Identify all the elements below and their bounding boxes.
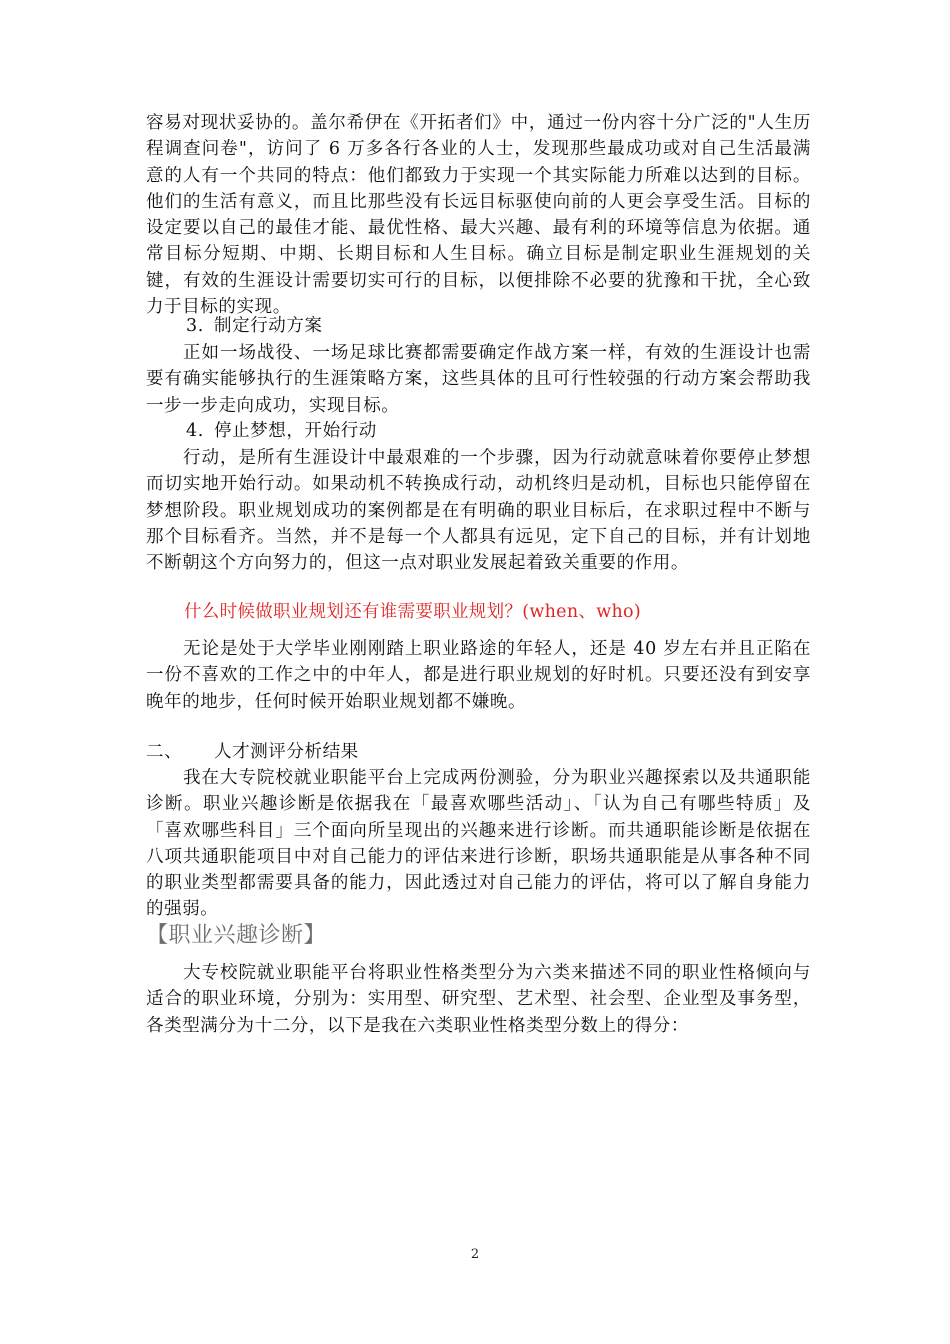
career-interest-heading: 【职业兴趣诊断】 — [146, 923, 327, 948]
paragraph-action-plan: 正如一场战役、一场足球比赛都需要确定作战方案一样，有效的生涯设计也需要有确实能够执行的生涯策略方案，这些具体的且可行性较强的行动方案会帮助我一步一步走向成功，实现目标。 — [146, 343, 811, 416]
paragraph-goal-setting: 容易对现状妥协的。盖尔希伊在《开拓者们》中，通过一份内容十分广泛的"人生历程调查问卷"，访问了 6 万多各行各业的人士，发现那些最成功或对自己生活最满意的人有一个共同的特点：他们都致力于实现一个其实际能力所难以达到的目标。他们的生活有意义，而且比那些没有长远目标驱使向前的人更会享受生活。目标的设定要以自己的最佳才能、最优性格、最大兴趣、最有利的环境等信息为依据。通常目标分短期、中期、长期目标和人生目标。确立目标是制定职业生涯规划的关键，有效的生涯设计需要切实可行的目标，以便排除不必要的犹豫和干扰，全心致力于目标的实现。 — [146, 113, 811, 318]
red-question-heading: 什么时候做职业规划还有谁需要职业规划？(when、who) — [184, 602, 642, 622]
step-4-heading — [186, 418, 377, 444]
paragraph-assessment: 我在大专院校就业职能平台上完成两份测验，分为职业兴趣探索以及共通职能诊断。职业兴趣诊断是依据我在「最喜欢哪些活动」、「认为自己有哪些特质」及「喜欢哪些科目」三个面向所呈现出的兴趣来进行诊断。而共通职能诊断是依据在八项共通职能项目中对自己能力的评估来进行诊断，职场共通职能是从事各种不同的职业类型都需要具备的能力，因此透过对自己能力的评估，将可以了解自身能力的强弱。 — [146, 768, 811, 920]
paragraph-personality-types: 大专校院就业职能平台将职业性格类型分为六类来描述不同的职业性格倾向与适合的职业环境，分别为：实用型、研究型、艺术型、社会型、企业型及事务型，各类型满分为十二分，以下是我在六类职业性格类型分数上的得分： — [146, 963, 811, 1036]
page-number: 2 — [470, 1247, 480, 1262]
paragraph-take-action: 行动，是所有生涯设计中最艰难的一个步骤，因为行动就意味着你要停止梦想而切实地开始行动。如果动机不转换成行动，动机终归是动机，目标也只能停留在梦想阶段。职业规划成功的案例都是在有明确的职业目标后，在求职过程中不断与那个目标看齐。当然，并不是每一个人都具有远见，定下自己的目标，并有计划地不断朝这个方向努力的，但这一点对职业发展起着致关重要的作用。 — [146, 448, 811, 574]
paragraph-when-who: 无论是处于大学毕业刚刚踏上职业路途的年轻人，还是 40 岁左右并且正陷在一份不喜欢的工作之中的中年人，都是进行职业规划的好时机。只要还没有到安享晚年的地步，任何时候开始职业规划都不嫌晚。 — [146, 639, 811, 712]
step-4-number: 4. — [186, 421, 204, 441]
step-3-number: 3. — [186, 316, 204, 336]
step-4-title: 停止梦想，开始行动 — [214, 421, 377, 441]
section-2-title: 人才测评分析结果 — [214, 742, 359, 762]
step-3-heading — [186, 313, 323, 339]
section-2-number: 二、 — [146, 742, 183, 762]
section-2-heading — [146, 739, 359, 765]
step-3-title: 制定行动方案 — [214, 316, 323, 336]
